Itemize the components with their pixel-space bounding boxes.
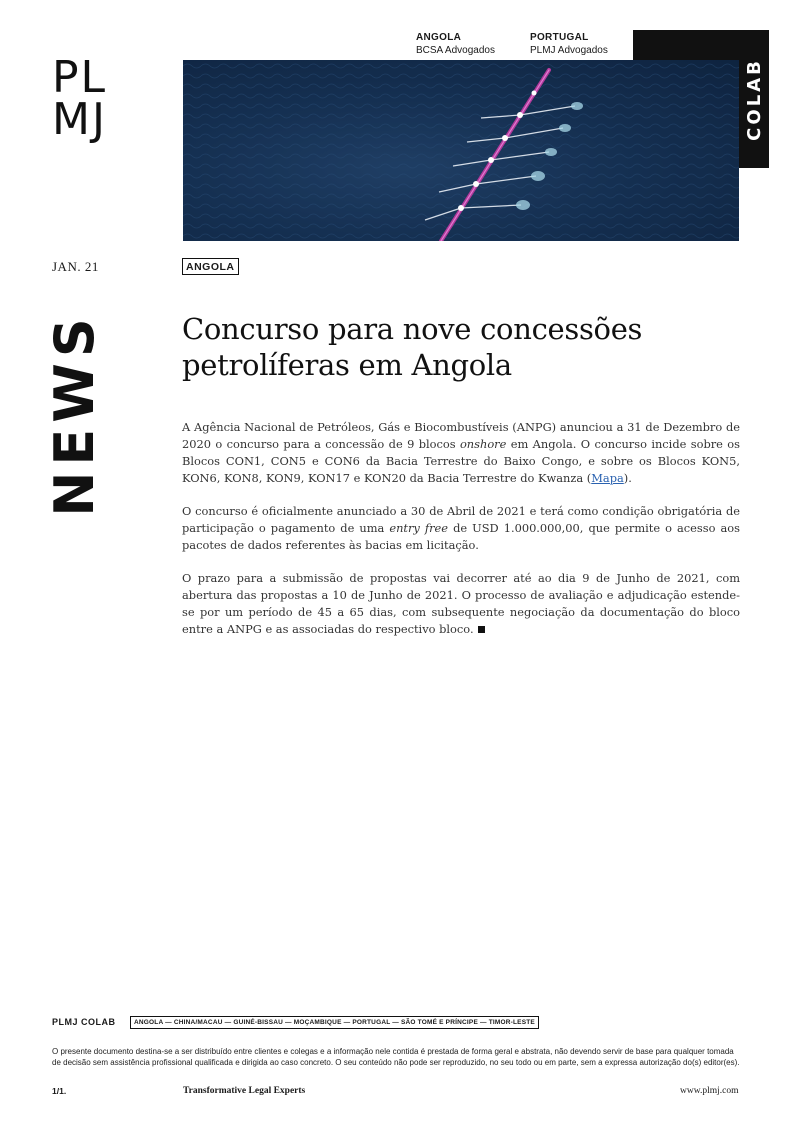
p2-text-a: O concurso é oficialmente anunciado a 30 de Abril de 2021 e terá como condição obrigatória de participação o pagamento de uma [182, 504, 740, 535]
office-firm: BCSA Advogados [416, 45, 495, 56]
hero-image [183, 60, 739, 241]
p2-emphasis: entry free [389, 521, 449, 535]
colab-tab-top [633, 30, 739, 60]
office-country: ANGOLA [416, 32, 462, 43]
page-number: 1/1. [52, 1086, 67, 1096]
end-mark-icon [478, 626, 485, 633]
footer-offices: ANGOLA — CHINA/MACAU — GUINÉ-BISSAU — MOÇAMBIQUE — PORTUGAL — SÃO TOMÉ E PRÍNCIPE — TIMOR-LESTE [130, 1016, 539, 1029]
footer-disclaimer: O presente documento destina-se a ser distribuído entre clientes e colegas e a informação nele contida é prestada de forma geral e abstrata, não devendo servir de base para qualquer tomada de decisão sem assistência profissional qualificada e dirigida ao caso concreto. O seu conteúdo não pode ser reproduzido, no seu todo ou em parte, sem a expressa autorização do(s) editor(es). [52, 1047, 740, 1067]
p2-text-b: de USD 1.000.000,00, que permite o acesso aos pacotes de dados referentes às bacias em licitação. [182, 521, 740, 552]
p3-text: O prazo para a submissão de propostas vai decorrer até ao dia 9 de Junho de 2021, com abertura das propostas a 10 de Junho de 2021. O processo de avaliação e adjudicação estende-se por um período de 45 a 65 dias, com subsequente negociação da documentação do bloco entre a ANPG e as associadas do respectivo bloco. [182, 571, 740, 636]
footer-tagline: Transformative Legal Experts [183, 1086, 306, 1096]
office-angola [416, 31, 495, 57]
section-label-wrap [42, 311, 106, 517]
office-portugal [530, 31, 608, 57]
paragraph-1 [182, 419, 740, 487]
article-title: Concurso para nove concessões petrolíferas em Angola [182, 312, 643, 382]
plmj-logo [52, 52, 132, 145]
p1-text-c: ). [623, 471, 632, 485]
office-country: PORTUGAL [530, 32, 589, 43]
section-label: NEWS [42, 311, 106, 517]
footer-brand: PLMJ COLAB [52, 1017, 116, 1027]
p1-emphasis: onshore [459, 437, 507, 451]
article-body [182, 419, 740, 654]
p1-text-b: em Angola. O concurso incide sobre os Blocos CON1, CON5 e CON6 da Bacia Terrestre do Baixo Congo, e sobre os Blocos KON5, KON6, KON8, KON9, KON17 e KON20 da Bacia Terrestre do Kwanza ( [182, 437, 740, 485]
logo-line-1: PL [52, 52, 108, 103]
rowing-boat-illustration [183, 60, 739, 241]
p1-text-a: A Agência Nacional de Petróleos, Gás e Biocombustíveis (ANPG) anunciou a 31 de Dezembro de 2020 o concurso para a concessão de 9 blocos [182, 420, 740, 451]
logo-line-2: MJ [52, 94, 107, 145]
colab-label-wrap [739, 30, 769, 168]
country-tag: ANGOLA [182, 258, 239, 275]
website-link[interactable]: www.plmj.com [680, 1086, 739, 1096]
paragraph-3 [182, 570, 740, 638]
paragraph-2 [182, 503, 740, 554]
article-date: JAN. 21 [52, 259, 99, 274]
office-firm: PLMJ Advogados [530, 45, 608, 56]
map-link[interactable]: Mapa [591, 471, 624, 485]
colab-label: COLAB [743, 57, 765, 141]
